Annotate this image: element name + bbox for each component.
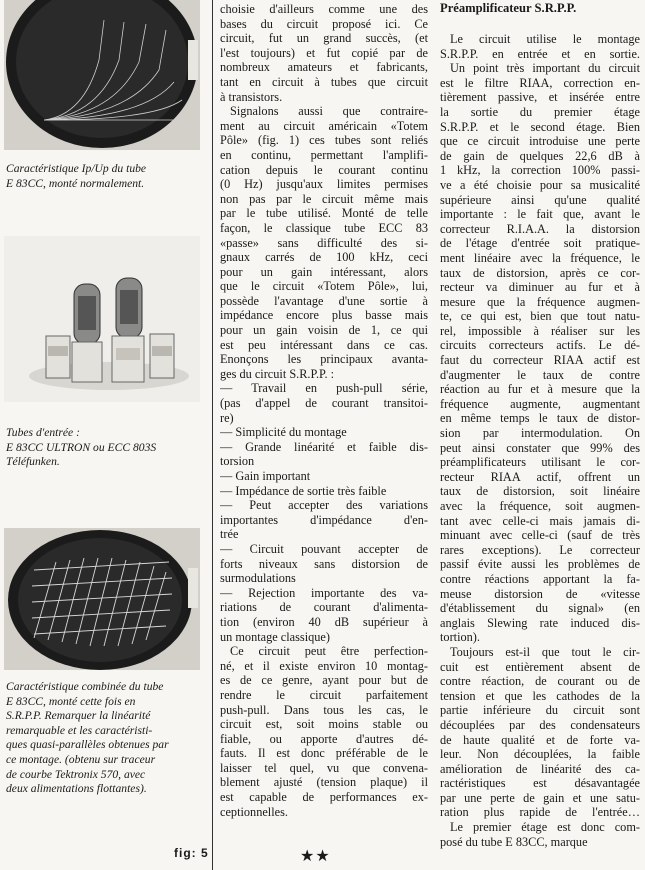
caption-line: Caractéristique combinée du tube: [6, 680, 164, 693]
text-line: contre réactions apportant la fa-: [440, 571, 640, 586]
end-stars: ★★: [300, 848, 331, 865]
caption-line: de courbe Tektronix 570, avec: [6, 767, 146, 781]
text-line: Le premier étage est donc com-: [450, 820, 640, 835]
text-line: «passe» sans difficulté des si-: [220, 235, 428, 250]
text-line: amélioration de linéarité des ca-: [440, 761, 640, 776]
text-line: découplées par des condensateurs: [440, 717, 640, 732]
text-line: gnaux carrés de 100 kHz, ceci: [220, 250, 428, 265]
text-line: peut ainsi constater que 99% des: [440, 440, 640, 455]
text-line: contre réaction, de courant ou de: [440, 674, 640, 689]
text-line: S.R.P.P. en entrée et en sortie.: [440, 46, 640, 61]
text-line: torsion: [220, 454, 255, 469]
caption-line: E 83CC, monté cette fois en: [6, 694, 136, 708]
caption-figure-2: [6, 426, 200, 470]
text-line: par une perte de gain et une satu-: [440, 790, 640, 805]
text-line: tant en circuit à tubes que circuit: [220, 74, 428, 89]
text-line: es de ce genre, ayant pour but de: [220, 673, 428, 688]
input-tubes-photo: [4, 236, 200, 402]
text-line: — Peut accepter des variations: [220, 498, 428, 513]
text-line: ges du circuit S.R.P.P. :: [220, 366, 335, 381]
text-line: laisser tel quel, vu que convena-: [220, 760, 428, 775]
text-line: circuit est, soit moins stable ou: [220, 717, 428, 732]
text-line: de l'étage d'entrée soit pratique-: [440, 236, 640, 251]
text-line: fiable, ou apporte d'autres dé-: [220, 731, 428, 746]
text-line: importante : le fait que, avant le: [440, 207, 640, 222]
caption-figure-1: [6, 162, 200, 191]
caption-line: ques quasi-parallèles obtenues par: [6, 738, 169, 752]
text-line: posé du tube E 83CC, marque: [440, 834, 588, 849]
text-line: rel, impossible à réaliser sur les: [440, 323, 640, 338]
text-line: sion par intermodulation. On: [440, 426, 640, 441]
text-line: ractéristiques est désavantagée: [440, 776, 640, 791]
text-line: façon, le classique tube ECC 83: [220, 220, 428, 235]
text-line: tension et que les cathodes de la: [440, 688, 640, 703]
oscilloscope-photo-ip-up: [4, 0, 200, 150]
text-line: circuits correcteurs actifs. Le dé-: [440, 338, 640, 353]
text-line: né, et il existe environ 10 montag-: [220, 658, 428, 673]
text-line: Le circuit utilise le montage: [450, 32, 640, 46]
caption-line: E 83CC ULTRON ou ECC 803S: [6, 440, 157, 454]
right-text-column: [440, 0, 640, 849]
caption-line: S.R.P.P. Remarquer la linéarité: [6, 709, 151, 723]
caption-line: Téléfunken.: [6, 455, 60, 469]
text-line: Enonçons les principaux avanta-: [220, 352, 428, 367]
text-line: rendre le circuit parfaitement: [220, 687, 428, 702]
text-line: fauts. Il est donc préférable de le: [220, 746, 428, 761]
text-line: ve a été choisie pour sa musicalité: [440, 177, 640, 192]
oscilloscope-grid-icon: [4, 528, 200, 670]
text-line: partie inférieure du circuit sont: [440, 703, 640, 718]
text-line: tortion).: [440, 630, 480, 645]
text-line: mesure que la fréquence augmen-: [440, 294, 640, 309]
text-line: de haute qualité et de forte va-: [440, 732, 640, 747]
text-line: d'augmenter le taux de contre: [440, 367, 640, 382]
text-line: ment au circuit américain «Totem: [220, 118, 428, 133]
text-line: de gain de quelques 22,6 dB à: [440, 148, 640, 163]
text-line: est peu intéressant dans ce cas.: [220, 337, 428, 352]
text-line: préamplificateurs utilisant le cor-: [440, 455, 640, 470]
text-line: fréquence augmente, augmentant: [440, 396, 640, 411]
text-line: passif évite aussi les problèmes de: [440, 557, 640, 572]
text-line: leur. Non découplées, la faible: [440, 747, 640, 762]
text-line: trée: [220, 527, 239, 542]
text-line: cuit est entièrement absent de: [440, 659, 640, 674]
text-line: cation depuis le courant continu: [220, 162, 428, 177]
caption-figure-3: [6, 680, 200, 797]
text-line: tant avec celle-ci mais jamais di-: [440, 513, 640, 528]
text-line: minuant avec celle-ci (sauf de très: [440, 528, 640, 543]
text-line: push-pull. Dans tous les cas, le: [220, 702, 428, 717]
text-line: pour un gain intéressant, alors: [220, 264, 428, 279]
text-line: faut du correcteur RIAA actif est: [440, 353, 640, 368]
text-line: nombreux amateurs et fabricants,: [220, 60, 428, 75]
text-line: surmodulations: [220, 571, 296, 586]
text-line: anglais Slewing rate induced dis-: [440, 615, 640, 630]
text-line: importantes d'impédance d'en-: [220, 512, 428, 527]
text-line: — Circuit pouvant accepter de: [220, 541, 428, 556]
text-line: en même temps le taux de distor-: [440, 411, 640, 426]
text-line: en continu, permettant l'amplifi-: [220, 147, 428, 162]
text-line: riations de courant d'alimenta-: [220, 600, 428, 615]
text-line: un montage classique): [220, 629, 330, 644]
text-line: Pôle» (fig. 1) ces tubes sont reliés: [220, 133, 428, 148]
text-line: réaction au fur et à mesure que la: [440, 382, 640, 397]
text-line: impédance encore plus basse mais: [220, 308, 428, 323]
text-line: — Rejection importante des va-: [220, 585, 428, 600]
text-line: Un point très important du circuit: [450, 61, 640, 76]
text-line: tion (environ 40 dB supérieur à: [220, 614, 428, 629]
text-line: à transistors.: [220, 89, 283, 104]
text-line: re): [220, 410, 234, 425]
caption-line: remarquable et les caractéristi-: [6, 723, 153, 737]
text-line: pour un gain voisin de 1, ce qui: [220, 323, 428, 338]
text-line: — Travail en push-pull série,: [220, 381, 428, 396]
text-line: rares exceptions). Le correcteur: [440, 542, 640, 557]
text-line: l'est toujours) et fut copié par de: [220, 45, 428, 60]
text-line: S.R.P.P. et le second étage. Bien: [440, 119, 640, 134]
text-line: blement ajusté (tension plaque) il: [220, 775, 428, 790]
text-line: Signalons aussi que contraire-: [230, 104, 428, 119]
figure-label: fig: 5: [174, 846, 209, 860]
text-line: que ce circuit introduise une perte: [440, 134, 640, 149]
text-line: 1 kHz, la correction 100% passi-: [440, 163, 640, 178]
text-line: est le filtre RIAA, correction en-: [440, 75, 640, 90]
text-line: supérieure ainsi qu'une qualité: [440, 192, 640, 207]
caption-line: E 83CC, monté normalement.: [6, 176, 145, 190]
text-line: choisie d'ailleurs comme une des: [220, 2, 428, 16]
text-line: par le tube utilisé. Monté de telle: [220, 206, 428, 221]
text-line: — Gain important: [220, 469, 311, 483]
text-line: (pas d'appel de courant transitoi-: [220, 396, 428, 411]
text-line: — Grande linéarité et faible dis-: [220, 439, 428, 454]
text-line: — Simplicité du montage: [220, 425, 347, 440]
column-divider: [212, 0, 213, 870]
text-line: Toujours est-il que tout le cir-: [450, 644, 640, 659]
text-line: (0 Hz) jusqu'aux limites permises: [220, 177, 428, 192]
text-line: non pas par le circuit même mais: [220, 191, 428, 206]
oscilloscope-screen-icon: [4, 0, 200, 150]
caption-line: deux alimentations flottantes).: [6, 782, 147, 796]
text-line: la sortie du premier étage: [440, 104, 640, 119]
text-line: circuit, fut un grand succès, (et: [220, 31, 428, 46]
text-line: recteur RIAA actif, offrent un: [440, 469, 640, 484]
text-line: Ce circuit peut être perfection-: [230, 644, 428, 659]
text-line: d'établissement du signal» (en: [440, 601, 640, 616]
text-line: forts niveaux sans distorsion de: [220, 556, 428, 571]
vacuum-tubes-icon: [4, 236, 200, 402]
text-line: taux de distorsion, après ce cor-: [440, 265, 640, 280]
section-heading: Préamplificateur S.R.P.P.: [440, 1, 577, 15]
text-line: te, ce qui est, bien que tout natu-: [440, 309, 640, 324]
caption-line: ce montage. (obtenu sur traceur: [6, 752, 156, 766]
text-line: possède l'avantage d'une sortie à: [220, 293, 428, 308]
text-line: taux de distorsion, soit linéaire: [440, 484, 640, 499]
text-line: correcteur R.I.A.A. la distorsion: [440, 221, 640, 236]
text-line: ration plus rapide de l'entrée…: [440, 805, 640, 820]
text-line: ment linéaire avec la fréquence, le: [440, 250, 640, 265]
text-line: recteur va diminuer au fur et à: [440, 280, 640, 295]
text-line: est capable de performances ex-: [220, 790, 428, 805]
text-line: que le circuit «Totem Pôle», lui,: [220, 279, 428, 294]
middle-text-column: [220, 0, 428, 819]
text-line: avec la fréquence, soit augmen-: [440, 499, 640, 513]
text-line: tièrement passive, et insérée entre: [440, 90, 640, 105]
text-line: ceptionnelles.: [220, 804, 288, 819]
caption-line: Tubes d'entrée :: [6, 426, 80, 439]
oscilloscope-photo-srpp: [4, 528, 200, 670]
caption-line: Caractéristique Ip/Up du tube: [6, 162, 147, 175]
text-line: meuse distorsion de «vitesse: [440, 586, 640, 601]
text-line: — Impédance de sortie très faible: [220, 483, 387, 498]
text-line: bases du circuit proposé ici. Ce: [220, 16, 428, 31]
